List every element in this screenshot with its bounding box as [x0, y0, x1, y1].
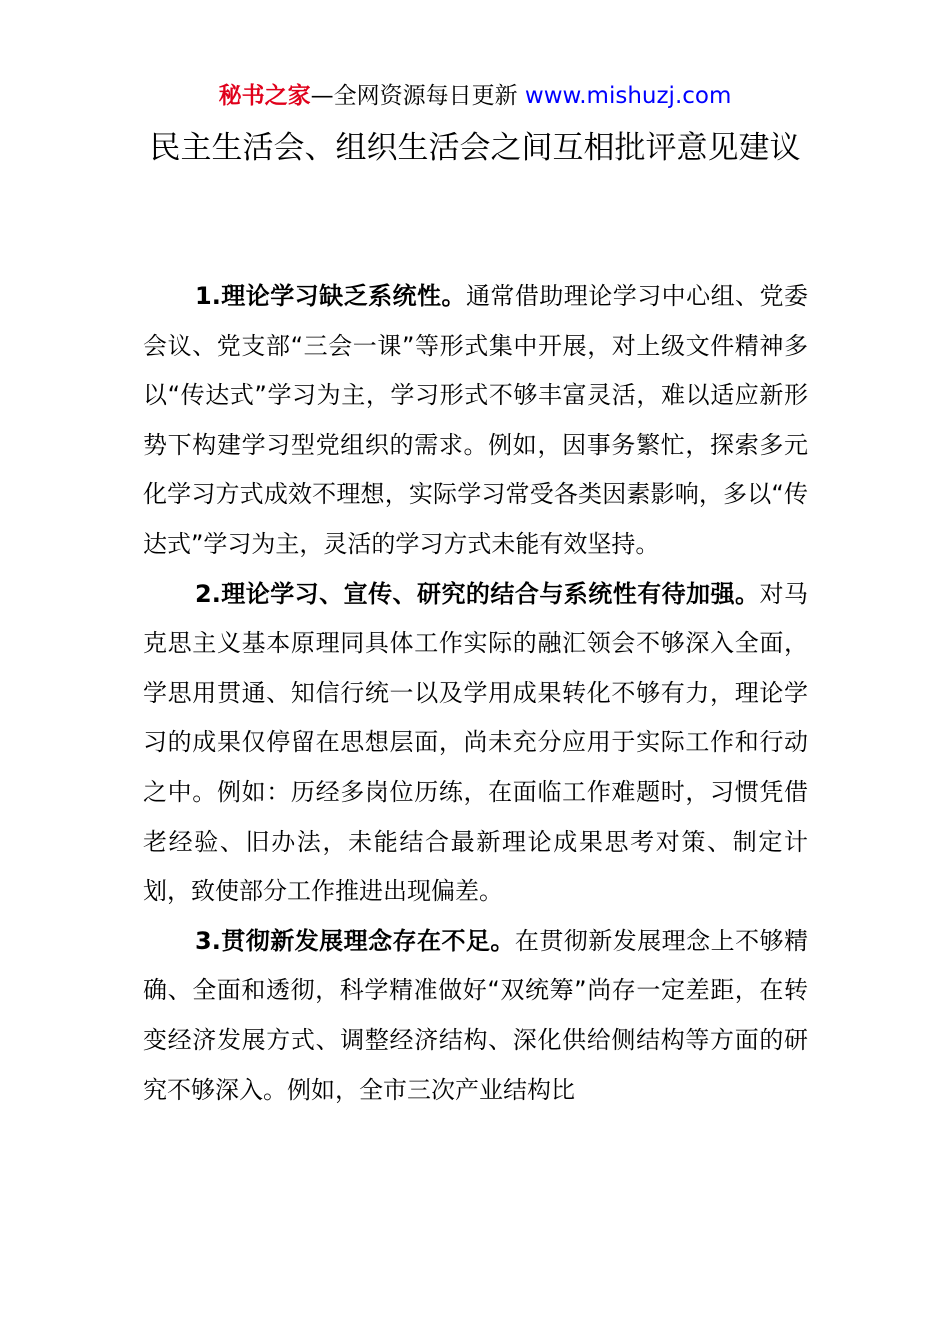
paragraph-1-heading: 1.理论学习缺乏系统性。 [195, 282, 466, 310]
paragraph-3-heading: 3.贯彻新发展理念存在不足。 [195, 926, 515, 955]
paragraph-2-heading: 2.理论学习、宣传、研究的结合与系统性有待加强。 [195, 579, 760, 608]
paragraph-3 [143, 917, 808, 1115]
site-slogan: —全网资源每日更新 [310, 83, 525, 109]
document-title: 民主生活会、组织生活会之间互相批评意见建议 [149, 130, 801, 166]
paragraph-3-text: 在贯彻新发展理念上不够精确、全面和透彻，科学精准做好“双统筹”尚存一定差距，在转变经济发展方式、调整经济结构、深化供给侧结构等方面的研究不够深入。例如，全市三次产业结构比 [143, 926, 808, 1104]
site-header [0, 80, 950, 112]
site-url-link[interactable]: www.mishuzj.com [524, 83, 732, 109]
site-brand: 秘书之家 [218, 83, 311, 109]
paragraph-1 [143, 272, 808, 570]
paragraph-1-text: 通常借助理论学习中心组、党委会议、党支部“三会一课”等形式集中开展，对上级文件精神多以“传达式”学习为主，学习形式不够丰富灵活，难以适应新形势下构建学习型党组织的需求。例如，因事务繁忙，探索多元化学习方式成效不理想，实际学习常受各类因素影响，多以“传达式”学习为主，灵活的学习方式未能有效坚持。 [143, 282, 808, 558]
paragraph-2-text: 对马克思主义基本原理同具体工作实际的融汇领会不够深入全面，学思用贯通、知信行统一以及学用成果转化不够有力，理论学习的成果仅停留在思想层面，尚未充分应用于实际工作和行动之中。例如：历经多岗位历练，在面临工作难题时，习惯凭借老经验、旧办法，未能结合最新理论成果思考对策、制定计划，致使部分工作推进出现偏差。 [143, 579, 808, 906]
document-body [143, 272, 808, 1115]
paragraph-2 [143, 570, 808, 917]
